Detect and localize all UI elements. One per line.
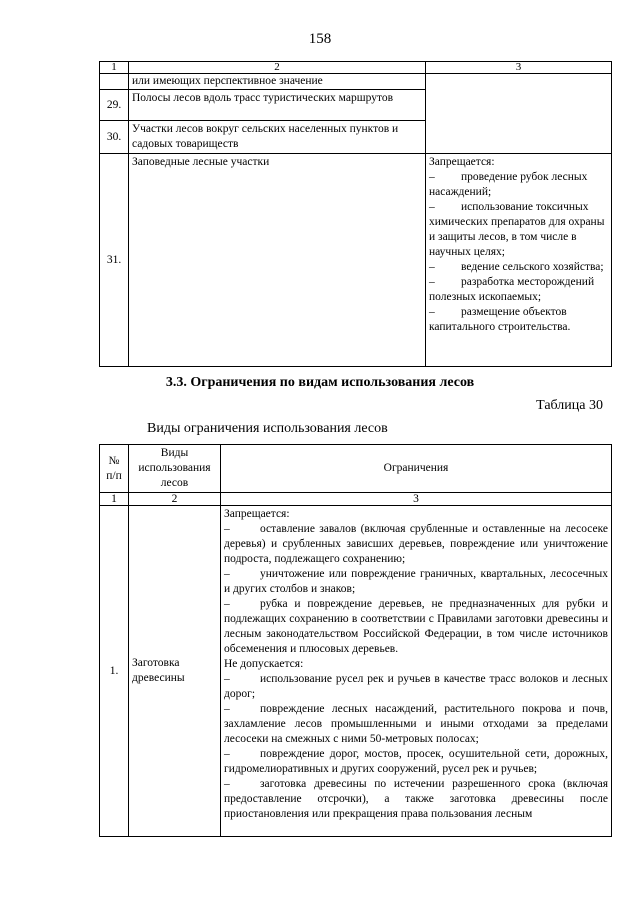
restriction-item bbox=[224, 522, 608, 567]
restriction-text: заготовка древесины по истечении разрешенного срока (включая предоставление отсрочки), а также заготовка древесины после приостановления или прекращения права пользования лесным bbox=[224, 778, 608, 820]
col-number-1: 1 bbox=[100, 62, 129, 74]
restriction-text: проведение рубок лесных насаждений; bbox=[429, 171, 588, 198]
row-number: 1. bbox=[100, 506, 129, 837]
restriction-item bbox=[224, 597, 608, 657]
row-name: или имеющих перспективное значение bbox=[129, 74, 426, 90]
dash-bullet: – bbox=[224, 703, 230, 715]
restriction-item bbox=[429, 200, 608, 260]
row-name: Заповедные лесные участки bbox=[129, 154, 426, 367]
row-number: 29. bbox=[100, 90, 129, 121]
restriction-text: оставление завалов (включая срубленные и оставленные на лесосеке деревья) и срубленных зависших деревьев, повреждение или уничтожение подроста, подлежащего сохранению; bbox=[224, 523, 608, 565]
row-restrictions bbox=[221, 506, 612, 837]
restriction-item bbox=[429, 260, 608, 275]
header-number: № п/п bbox=[100, 445, 129, 493]
section-heading: 3.3. Ограничения по видам использования лесов bbox=[165, 375, 475, 390]
col-number-2: 2 bbox=[129, 493, 221, 506]
dash-bullet: – bbox=[429, 306, 435, 318]
table-row bbox=[100, 74, 612, 90]
header-use-type: Виды использования лесов bbox=[129, 445, 221, 493]
dash-bullet: – bbox=[224, 568, 230, 580]
row-restrictions bbox=[426, 74, 612, 154]
dash-bullet: – bbox=[429, 276, 435, 288]
dash-bullet: – bbox=[224, 673, 230, 685]
dash-bullet: – bbox=[224, 778, 230, 790]
forbidden-intro: Запрещается: bbox=[224, 508, 290, 520]
not-allowed-intro: Не допускается: bbox=[224, 658, 304, 670]
row-number: 31. bbox=[100, 154, 129, 367]
restriction-item bbox=[224, 777, 608, 822]
forest-areas-table bbox=[99, 61, 612, 367]
restriction-text: уничтожение или повреждение граничных, квартальных, лесосечных и других столбов и знаков; bbox=[224, 568, 608, 595]
restriction-text: повреждение дорог, мостов, просек, осушительной сети, дорожных, гидромелиоративных и других сооружений, русел рек и ручьев; bbox=[224, 748, 608, 775]
restriction-item bbox=[429, 275, 608, 305]
dash-bullet: – bbox=[429, 261, 435, 273]
restriction-item bbox=[429, 170, 608, 200]
restriction-text: разработка месторождений полезных ископаемых; bbox=[429, 276, 595, 303]
restriction-text: ведение сельского хозяйства; bbox=[461, 261, 604, 273]
page-number: 158 bbox=[308, 31, 332, 47]
header-restrictions: Ограничения bbox=[221, 445, 612, 493]
dash-bullet: – bbox=[224, 598, 230, 610]
dash-bullet: – bbox=[224, 523, 230, 535]
row-number: 30. bbox=[100, 121, 129, 154]
col-number-1: 1 bbox=[100, 493, 129, 506]
col-number-2: 2 bbox=[129, 62, 426, 74]
restriction-item bbox=[224, 747, 608, 777]
row-name: Участки лесов вокруг сельских населенных пунктов и садовых товариществ bbox=[129, 121, 426, 154]
restriction-item bbox=[224, 567, 608, 597]
restriction-item bbox=[224, 702, 608, 747]
col-number-3: 3 bbox=[426, 62, 612, 74]
row-name: Полосы лесов вдоль трасс туристических маршрутов bbox=[129, 90, 426, 121]
restriction-item bbox=[224, 672, 608, 702]
restriction-item bbox=[429, 305, 608, 335]
table-row bbox=[100, 154, 612, 367]
dash-bullet: – bbox=[429, 171, 435, 183]
dash-bullet: – bbox=[429, 201, 435, 213]
table-label: Таблица 30 bbox=[536, 398, 603, 413]
restrictions-intro: Запрещается: bbox=[429, 156, 495, 168]
table-header bbox=[100, 445, 612, 493]
row-use-type: Заготовка древесины bbox=[129, 506, 221, 837]
restriction-text: рубка и повреждение деревьев, не предназначенных для рубки и подлежащих сохранению в соответствии с Правилами заготовки древесины и лесным законодательством Российской Федерации, в том числе источников обсеменения и плюсовых деревьев. bbox=[224, 598, 608, 655]
row-restrictions bbox=[426, 154, 612, 367]
restriction-text: повреждение лесных насаждений, растительного покрова и почв, захламление лесов промышленными и иными отходами за пределами лесосеки на смежных с ними 50-метровых полосах; bbox=[224, 703, 608, 745]
table-row bbox=[100, 506, 612, 837]
row-number bbox=[100, 74, 129, 90]
forest-use-restrictions-table bbox=[99, 444, 612, 837]
dash-bullet: – bbox=[224, 748, 230, 760]
table-header-numbers bbox=[100, 62, 612, 74]
table-title: Виды ограничения использования лесов bbox=[147, 421, 388, 436]
table-header-numbers bbox=[100, 493, 612, 506]
restriction-text: использование русел рек и ручьев в качестве трасс волоков и лесных дорог; bbox=[224, 673, 608, 700]
restriction-text: использование токсичных химических препаратов для охраны и защиты лесов, в том числе в научных целях; bbox=[429, 201, 605, 258]
restriction-text: размещение объектов капитального строительства. bbox=[429, 306, 571, 333]
col-number-3: 3 bbox=[221, 493, 612, 506]
